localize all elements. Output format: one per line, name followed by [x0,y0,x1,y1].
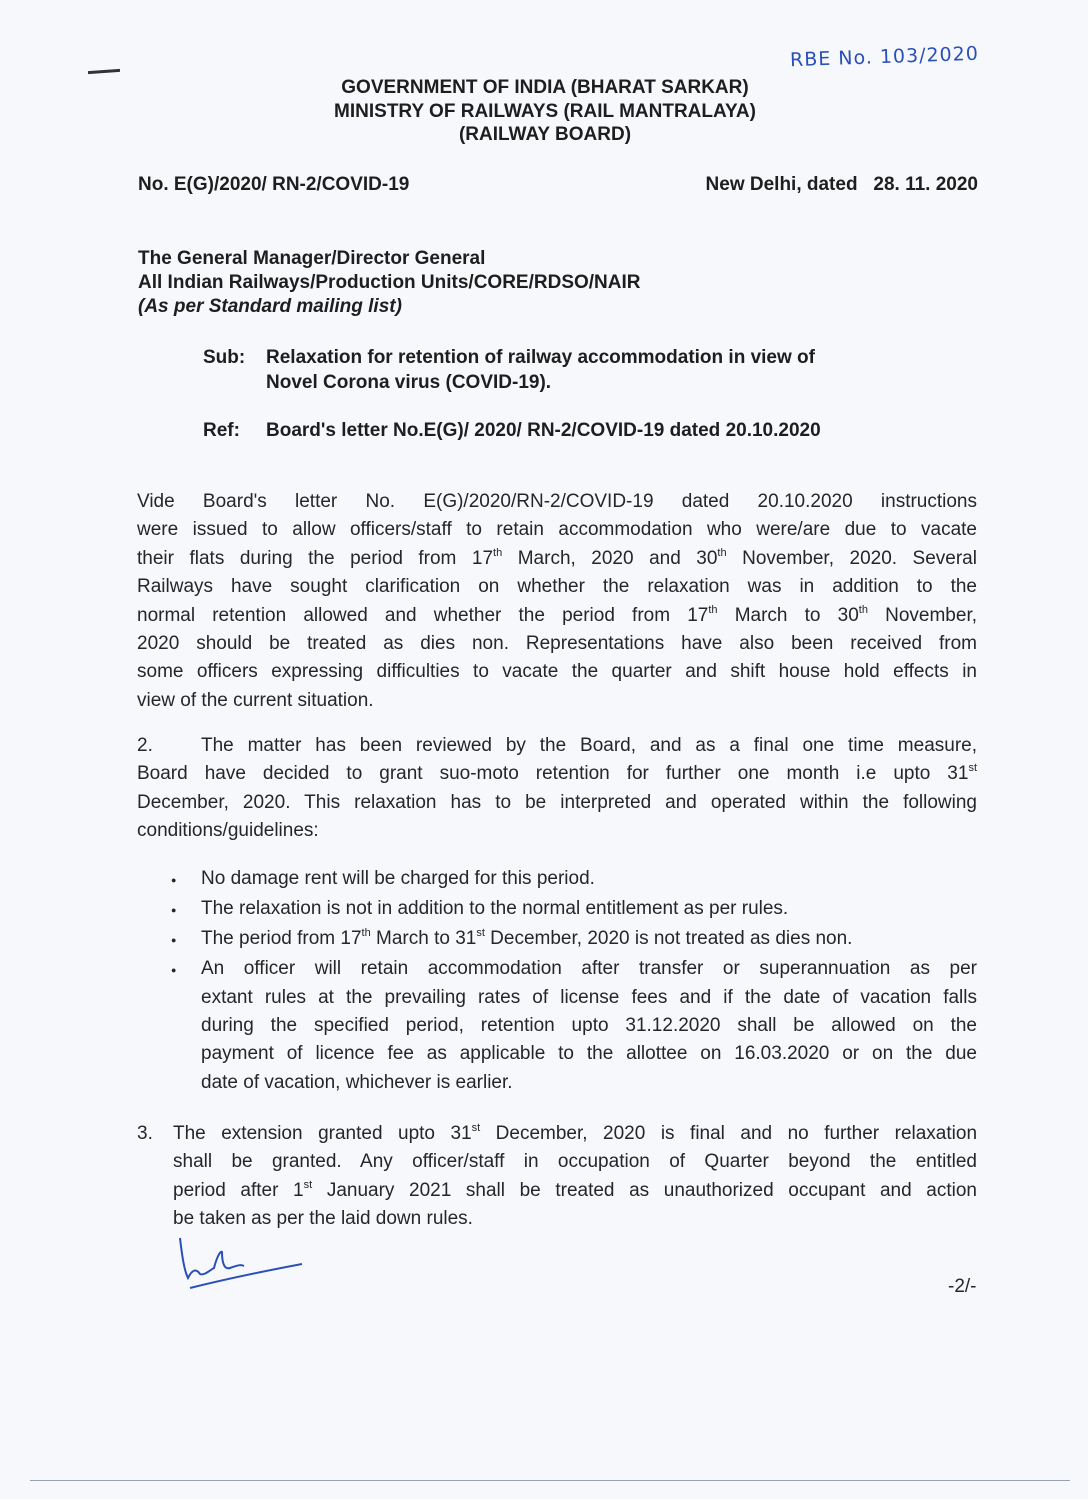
text-run: The period from 17 [201,927,362,949]
text-run: be taken as per the laid down rules. [173,1208,473,1230]
text-line [137,789,977,817]
text-run: Vide Board's letter No. E(G)/2020/RN-2/COVID-19 dated 20.10.2020 instructions [137,491,977,512]
addressee-line-3: (As per Standard mailing list) [138,296,402,317]
text-line [201,1069,977,1097]
text-line [173,1177,977,1205]
margin-mark [88,69,120,74]
superscript: th [858,603,868,616]
text-line [137,687,977,715]
paragraph-3-number: 3. [137,1123,153,1144]
bullet-item [171,895,977,923]
reference-label: Ref: [203,420,240,441]
text-run: No damage rent will be charged for this period. [201,868,595,889]
paragraph-1 [137,488,977,715]
subject-line-1: Relaxation for retention of railway accommodation in view of [266,347,815,368]
bullet-item [171,865,977,893]
text-line [201,865,977,893]
text-line [137,573,977,601]
addressee-line-1: The General Manager/Director General [138,248,486,269]
text-line [201,1012,977,1040]
superscript: st [303,1178,313,1191]
subject-line-2: Novel Corona virus (COVID-19). [266,372,552,393]
text-run: January 2021 shall be treated as unauthorized occupant and action [312,1179,977,1201]
text-run: November, [867,604,977,626]
addressee-line-2: All Indian Railways/Production Units/CORE/RDSO/NAIR [138,272,641,293]
letterhead [0,76,1088,147]
text-line [201,984,977,1012]
text-line [201,895,977,923]
bullet-item [171,955,977,1097]
text-run: view of the current situation. [137,689,374,711]
text-run: date of vacation, whichever is earlier. [201,1071,513,1093]
superscript: th [361,926,371,939]
text-line [137,545,977,573]
text-run: The matter has been reviewed by the Board, and as a final one time measure, [201,735,977,756]
paragraph-2 [137,732,977,846]
text-run: December, 2020 is not treated as dies non. [484,927,853,949]
subject-label: Sub: [203,347,246,368]
text-line [137,658,977,686]
text-run: payment of licence fee as applicable to the allottee on 16.03.2020 or on the due [201,1043,977,1065]
text-line [137,817,977,845]
text-line [137,516,977,544]
letter-number: No. E(G)/2020/ RN-2/COVID-19 [138,174,410,195]
text-run: some officers expressing difficulties to vacate the quarter and shift house hold effects in [137,661,977,683]
text-line [173,1148,977,1176]
text-run: The extension granted upto 31 [173,1123,472,1144]
text-run: March, 2020 and 30 [502,547,718,569]
bullet-icon: ● [171,875,177,885]
text-run: their flats during the period from 17 [137,547,494,569]
text-run: November, 2020. Several [726,547,977,569]
page-marker: -2/- [948,1276,977,1297]
subject [203,345,815,395]
bullet-icon: ● [171,934,177,945]
superscript: th [717,546,727,559]
text-run: Board have decided to grant suo-moto retention for further one month i.e upto 31 [137,763,969,785]
text-run: conditions/guidelines: [137,820,319,842]
text-run: Railways have sought clarification on whether the relaxation was in addition to the [137,576,977,598]
text-line [137,732,977,760]
text-run: 2020 should be treated as dies non. Representations have also been received from [137,633,977,655]
reference-text: Board's letter No.E(G)/ 2020/ RN-2/COVID-19 dated 20.10.2020 [266,420,821,441]
superscript: st [968,762,977,775]
text-run: December, 2020 is final and no further relaxation [480,1123,978,1144]
text-line [137,602,977,630]
paragraph-2-number: 2. [137,735,153,756]
text-run: were issued to allow officers/staff to retain accommodation who were/are due to vacate [137,519,977,541]
superscript: st [471,1122,481,1134]
bottom-rule [30,1480,1070,1481]
superscript: th [493,546,503,559]
bullet-icon: ● [171,904,177,915]
bullet-icon: ● [171,965,177,976]
text-line [137,760,977,788]
signature [170,1230,310,1300]
bullet-list [171,865,977,1097]
text-run: during the specified period, retention upto 31.12.2020 shall be allowed on the [201,1015,977,1037]
text-run: shall be granted. Any officer/staff in occupation of Quarter beyond the entitled [173,1151,977,1173]
text-line [201,925,977,953]
place-date: New Delhi, dated 28. 11. 2020 [705,174,978,195]
text-line [137,488,977,516]
text-run: period after 1 [173,1179,304,1201]
superscript: st [476,926,485,939]
text-run: March to 31 [370,927,477,949]
text-run: An officer will retain accommodation after transfer or superannuation as per [201,958,977,980]
header-line-1: GOVERNMENT OF INDIA (BHARAT SARKAR) [341,77,749,98]
text-run: extant rules at the prevailing rates of license fees and if the date of vacation falls [201,986,977,1008]
text-run: normal retention allowed and whether the period from 17 [137,604,709,626]
header-line-3: (RAILWAY BOARD) [458,124,632,145]
text-line [201,955,977,983]
handwritten-rbe-number: RBE No. 103/2020 [789,42,980,72]
addressee [138,247,641,319]
text-run: March to 30 [717,604,859,626]
text-line [173,1120,977,1148]
superscript: th [708,603,718,616]
text-run: The relaxation is not in addition to the normal entitlement as per rules. [201,897,789,919]
text-line [137,630,977,658]
paragraph-3 [173,1120,977,1234]
bullet-item [171,925,977,953]
text-run: December, 2020. This relaxation has to be interpreted and operated within the following [137,791,977,813]
header-line-2: MINISTRY OF RAILWAYS (RAIL MANTRALAYA) [334,100,756,122]
reference [203,420,821,442]
text-line [201,1040,977,1068]
